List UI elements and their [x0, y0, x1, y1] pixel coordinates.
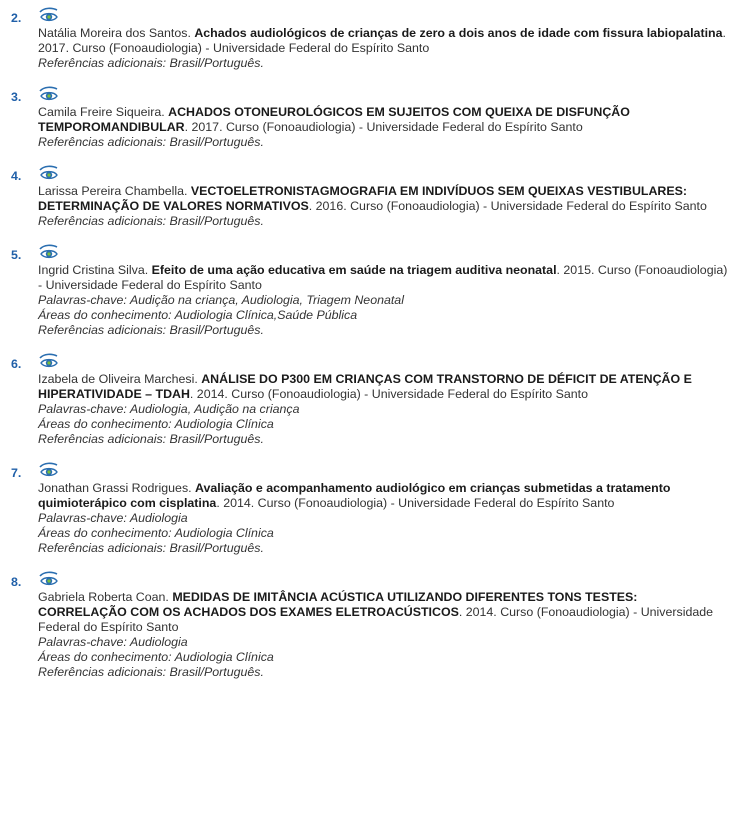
item-text: [38, 184, 728, 229]
keywords-line: Palavras-chave: Audiologia: [38, 635, 188, 649]
item-number: 6.: [11, 357, 22, 371]
author-name: Camila Freire Siqueira.: [38, 105, 169, 119]
work-details: . 2017. Curso (Fonoaudiologia) - Universidade Federal do Espírito Santo: [38, 26, 726, 55]
eye-icon[interactable]: [38, 570, 60, 588]
work-details: . 2015. Curso (Fonoaudiologia) - Universidade Federal do Espírito Santo: [38, 263, 728, 292]
references-line: Referências adicionais: Brasil/Português.: [38, 323, 264, 337]
knowledge-areas-line: Áreas do conhecimento: Audiologia Clínica: [38, 650, 274, 664]
item-text: [38, 372, 728, 447]
item-number: 5.: [11, 248, 22, 262]
work-details: . 2016. Curso (Fonoaudiologia) - Universidade Federal do Espírito Santo: [308, 199, 707, 213]
list-item: [0, 164, 741, 229]
references-line: Referências adicionais: Brasil/Português.: [38, 541, 264, 555]
work-title: Achados audiológicos de crianças de zero a dois anos de idade com fissura labiopalatina: [194, 26, 723, 40]
list-item: [0, 243, 741, 338]
references-line: Referências adicionais: Brasil/Português.: [38, 135, 264, 149]
knowledge-areas-line: Áreas do conhecimento: Audiologia Clínica: [38, 417, 274, 431]
list-item: [0, 570, 741, 680]
item-number: 7.: [11, 466, 22, 480]
references-line: Referências adicionais: Brasil/Português.: [38, 214, 264, 228]
work-details: . 2014. Curso (Fonoaudiologia) - Universidade Federal do Espírito Santo: [216, 496, 615, 510]
author-name: Natália Moreira dos Santos.: [38, 26, 195, 40]
item-number: 8.: [11, 575, 22, 589]
author-name: Gabriela Roberta Coan.: [38, 590, 173, 604]
author-name: Ingrid Cristina Silva.: [38, 263, 152, 277]
author-name: Izabela de Oliveira Marchesi.: [38, 372, 202, 386]
item-number: 4.: [11, 169, 22, 183]
work-title: MEDIDAS DE IMITÂNCIA ACÚSTICA UTILIZANDO DIFERENTES TONS TESTES: CORRELAÇÃO COM OS ACHADOS DOS EXAMES ELETROACÚSTICOS: [38, 590, 638, 619]
work-details: . 2017. Curso (Fonoaudiologia) - Universidade Federal do Espírito Santo: [184, 120, 583, 134]
references-line: Referências adicionais: Brasil/Português.: [38, 432, 264, 446]
work-title: Efeito de uma ação educativa em saúde na triagem auditiva neonatal: [151, 263, 557, 277]
item-number: 2.: [11, 11, 22, 25]
keywords-line: Palavras-chave: Audiologia, Audição na criança: [38, 402, 300, 416]
knowledge-areas-line: Áreas do conhecimento: Audiologia Clínica,Saúde Pública: [38, 308, 358, 322]
list-item: [0, 85, 741, 150]
eye-icon[interactable]: [38, 85, 60, 103]
item-text: [38, 105, 728, 150]
work-title: ACHADOS OTONEUROLÓGICOS EM SUJEITOS COM QUEIXA DE DISFUNÇÃO TEMPOROMANDIBULAR: [38, 105, 630, 134]
eye-icon[interactable]: [38, 164, 60, 182]
knowledge-areas-line: Áreas do conhecimento: Audiologia Clínica: [38, 526, 274, 540]
list-item: [0, 6, 741, 71]
work-title: Avaliação e acompanhamento audiológico em crianças submetidas a tratamento quimioterápico com cisplatina: [38, 481, 671, 510]
eye-icon[interactable]: [38, 352, 60, 370]
keywords-line: Palavras-chave: Audiologia: [38, 511, 188, 525]
eye-icon[interactable]: [38, 243, 60, 261]
work-title: ANÁLISE DO P300 EM CRIANÇAS COM TRANSTORNO DE DÉFICIT DE ATENÇÃO E HIPERATIVIDADE – TDAH: [38, 372, 692, 401]
item-text: [38, 26, 728, 71]
work-details: . 2014. Curso (Fonoaudiologia) - Universidade Federal do Espírito Santo: [189, 387, 589, 401]
list-item: [0, 352, 741, 447]
item-text: [38, 263, 728, 338]
eye-icon[interactable]: [38, 6, 60, 24]
item-text: [38, 481, 728, 556]
author-name: Larissa Pereira Chambella.: [38, 184, 191, 198]
keywords-line: Palavras-chave: Audição na criança, Audiologia, Triagem Neonatal: [38, 293, 404, 307]
work-title: VECTOELETRONISTAGMOGRAFIA EM INDIVÍDUOS SEM QUEIXAS VESTIBULARES: DETERMINAÇÃO DE VALORES NORMATIVOS: [38, 184, 688, 213]
work-details: . 2014. Curso (Fonoaudiologia) - Universidade Federal do Espírito Santo: [38, 605, 714, 634]
author-name: Jonathan Grassi Rodrigues.: [38, 481, 196, 495]
eye-icon[interactable]: [38, 461, 60, 479]
list-item: [0, 461, 741, 556]
item-text: [38, 590, 728, 680]
item-number: 3.: [11, 90, 22, 104]
references-line: Referências adicionais: Brasil/Português.: [38, 665, 264, 679]
references-line: Referências adicionais: Brasil/Português.: [38, 56, 264, 70]
